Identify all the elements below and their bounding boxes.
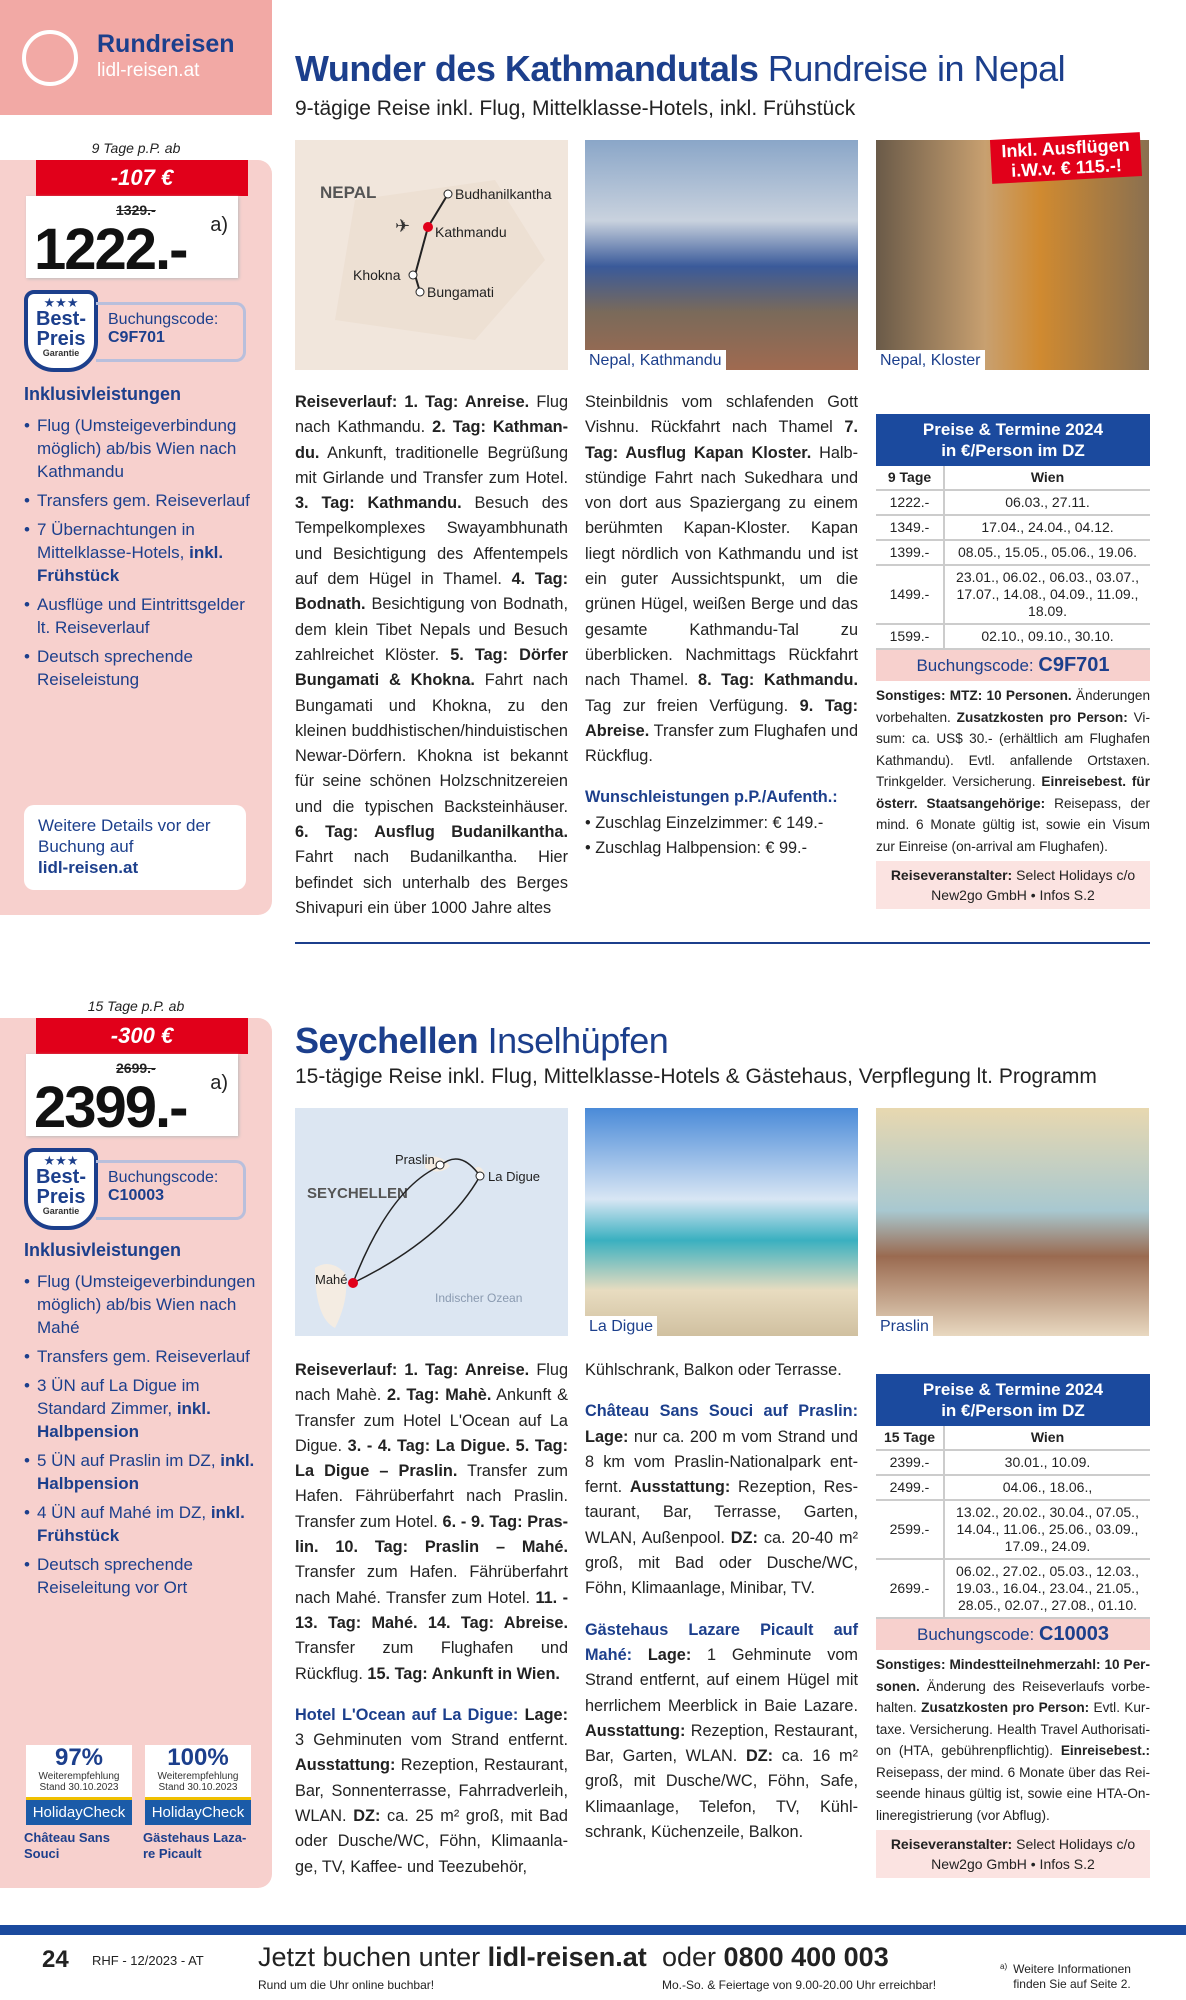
promo-badge: Inkl. Ausflügen i.W.v. € 115.-! [990,132,1142,184]
map-place: Bungamati [427,284,494,300]
text: Besichtigung von Bodnath, dem klein Tibet Nepals und Besuch zahlreichet Klöster. [295,595,568,664]
text: Transfers gem. Reiseverlauf [37,1347,250,1366]
edition: RHF - 12/2023 - AT [92,1953,204,1968]
bold-text: inkl. Frühstück [37,1503,245,1545]
badge-line: Best- [35,308,86,330]
text: Rezeption, Restaurant, Bar, Garten, WLAN. [585,1721,858,1766]
table-row [876,515,1150,540]
dates-cell: 13.02., 20.02., 30.04., 07.05., 14.04., 11.06., 25.06., 03.09., 17.09., 24.09. [944,1500,1150,1559]
paragraph [585,1399,858,1601]
footnote-mark: a) [210,1072,228,1094]
plane-icon: ✈ [395,216,411,236]
map-country: NEPAL [320,183,377,202]
inclusions-heading: Inklusivleistungen [24,384,182,404]
paragraph [295,1358,568,1687]
price-cell: 2699.- [876,1559,944,1618]
table-row [876,1450,1150,1475]
table-row [876,624,1150,649]
price-cell: 1599.- [876,624,944,649]
inclusions-heading: Inklusivleistungen [24,1240,182,1260]
best-price-badge [24,1148,98,1230]
inclusion-item [24,1345,256,1368]
table-title-line: Preise & Termine 2024 [922,420,1104,439]
text: Select Holidays c/o New2go GmbH • Infos S.2 [931,1836,1136,1872]
bold-text: Einreisebest.: [1060,1743,1150,1758]
dates-cell: 02.10., 09.10., 30.10. [944,624,1150,649]
rating-date: Stand 30.10.2023 [158,1782,238,1793]
inclusion-item [24,1374,256,1443]
cta-link[interactable]: lidl-reisen.at [487,1942,647,1972]
photo-la-digue [585,1108,858,1336]
notes [876,1650,1150,1830]
price-cell: 2499.- [876,1475,944,1500]
paragraph [295,1703,568,1880]
booking-code: C10003 [108,1187,165,1204]
text: Transfers gem. Reiseverlauf [37,491,250,510]
paragraph [585,390,858,769]
booking-code-label: Buchungscode: [916,656,1034,675]
details-text: Weitere Details vor der Buchung auf [38,816,211,856]
price: 1222.- [34,217,187,282]
phone-number[interactable]: 0800 400 003 [723,1942,889,1972]
bold-text: Ausstattung: [585,1721,686,1740]
holidaycheck-logo: HolidayCheck [145,1797,251,1825]
footnote-mark: a) [210,214,228,236]
booking-code-bar [876,1619,1150,1650]
map-place: La Digue [488,1169,541,1184]
discount-badge: -300 € [36,1018,248,1054]
bold-text: Zusatzkosten pro Person: [956,709,1128,725]
bold-text: Lage: [524,1705,568,1724]
rating-label: Weiterempfehlung [157,1771,239,1782]
title-bold: Wunder des Kathmandutals [295,48,759,89]
stars-icon: ★★★ [43,1153,79,1168]
photo-monastery [876,134,1149,370]
dates-cell: 23.01., 06.02., 06.03., 03.07., 17.07., 14.08., 04.09., 11.09., 18.09. [944,565,1150,624]
dates-cell: 06.02., 27.02., 05.03., 12.03., 19.03., 16.04., 23.04., 21.05., 28.05., 02.07., 27.08., 01.10. [944,1559,1150,1618]
dates-cell: 17.04., 24.04., 04.12. [944,515,1150,540]
offer2-price-table [876,1374,1150,1878]
bold-text: DZ: [745,1747,774,1766]
table-row [876,540,1150,565]
booking-code-label: Buchungscode: [917,1625,1035,1644]
itinerary-col-1 [295,390,568,937]
bold-text: Lage: [647,1645,692,1664]
text: Deutsch sprechende Reiseleistung [37,647,193,689]
badge-line: Garantie [42,1206,80,1216]
price-cell: 1499.- [876,565,944,624]
bold-text: 4. Tag: Bodnath. [295,570,569,614]
table-title [876,1374,1150,1426]
offer1-subtitle: 9-tägige Reise inkl. Flug, Mittelklasse-Hotels, inkl. Frühstück [295,97,856,120]
bold-text: 15. Tag: Ankunft in Wien. [367,1664,560,1683]
inclusion-item [24,489,256,512]
bold-text: MTZ: 10 Personen. [949,688,1072,703]
bold-text: Reiseveranstalter: [890,1836,1013,1852]
map-place: Khokna [353,267,401,283]
details-box [24,805,246,890]
text: Transfer zum Hafen. Fährüberfahrt nach Mahé. Transfer zum Hotel. [295,1563,568,1607]
nepal-route-map [295,140,568,370]
table-title-line: in €/Person im DZ [941,441,1085,460]
inclusion-item [24,1449,256,1495]
bold-text: 5. Tag: Dörfer Bungamati & Khokna. [295,645,568,690]
bold-text: 6. Tag: Ausflug Budanilkantha. [295,823,568,842]
text: Rezeption, Restaurant, Bar, Sonnenterrasse, Fahrradverleih, WLAN. [295,1756,568,1826]
bold-text: Hotel L'Ocean auf La Digue: [295,1705,525,1724]
table-row [876,565,1150,624]
header-cell: Wien [944,466,1150,490]
booking-code-box [96,1160,246,1220]
text: Änderung des Reiseverlaufs vorbehalten. [876,1678,1150,1715]
bold-text: 8. Tag: Kathmandu. [698,671,859,690]
offer2-subtitle: 15-tägige Reise inkl. Flug, Mittelklasse-Hotels & Gästehaus, Verpflegung lt. Programm [295,1065,1097,1088]
inclusion-item [24,1553,256,1599]
offer1-title [295,48,1065,90]
text: 5 ÜN auf Praslin im DZ, [37,1451,221,1470]
paragraph [585,785,858,861]
text: Fahrt nach Bungamati und Khokna, zu den kleinen buddhistischen/hinduistischen Newar-Dörfern. Khokna ist bekannt für seine schönen Holzschnitzereien und die typischen Backsteinhäuser. [295,671,568,816]
bold-text: 2. Tag: Kathmandu. [295,418,568,462]
title-rest: Inselhüpfen [478,1020,669,1061]
badge-line: Best- [35,1166,86,1188]
bold-text: Ausstattung: [295,1756,396,1775]
old-price: 1329.- [116,202,156,218]
bold-text: Wunschleistungen p.P./Aufenth.: [585,788,838,807]
booking-code-box [96,302,246,362]
badge-line: Preis [36,1186,86,1208]
footnote-mark: a) [1000,1962,1008,1971]
bold-text: DZ: [730,1528,758,1547]
text: Reisepass, der mind. 6 Monate über das Reiseende hinaus gültig ist, sowie eine HTA-Onlineregistrierung (vor Abflug). [876,1764,1150,1823]
cta-text: Jetzt buchen unter [258,1942,488,1972]
photo-caption: Praslin [876,1316,933,1338]
text: Tag zur freien Verfügung. [585,696,800,715]
title-rest: Rundreise in Nepal [758,48,1066,89]
inclusion-item [24,645,256,691]
price-box [26,1054,238,1140]
photo-caption: Nepal, Kathmandu [585,350,726,372]
text: ca. 16 m² groß, mit Dusche/WC, Föhn, Safe, Klimaanlage, Telefon, TV, Kühlschrank, Küchenzeile, Balkon. [585,1747,858,1842]
table-header [876,1426,1150,1450]
text: Kühlschrank, Balkon oder Terrasse. [585,1361,842,1379]
inclusions-list [24,1270,256,1605]
text: Flug (Umsteigeverbindungen möglich) ab/bis Wien nach Mahé [37,1272,256,1337]
photo-caption: Nepal, Kloster [876,350,985,372]
paragraph [585,1618,858,1846]
rating-hotel: Gästehaus Lazare Picault [143,1830,247,1861]
notes [876,681,1150,861]
bold-text: Reiseveranstalter: [890,867,1013,883]
price-cell: 1399.- [876,540,944,565]
map-place: Mahé [315,1272,348,1287]
text: Visum: ca. US$ 30.- (erhältlich am Flughafen Kathmandu). Evtl. anfallende Ortstaxen. Trinkgelder. Versicherung. [876,709,1150,789]
footnote: Weitere Informationen finden Sie auf Seite 2. [1013,1962,1131,1991]
text: Halbstündige Fahrt nach Sukedhara und von dort aus Spaziergang zu einem berühmten Kapan-Kloster. Kapan liegt nördlich von Kathmandu und ist ein guter Aussichtspunkt, um die grünen Hügel, weißen Berge und das gesamte Kathmandu-Tal zu überblicken. Nachmittags Rückfahrt nach Thamel. [585,443,858,690]
text: 3 ÜN auf La Digue im Standard Zimmer, [37,1376,200,1418]
bold-text: Reiseverlauf: 1. Tag: Anreise. [295,1361,530,1379]
text: Evtl. Kurtaxe. Versicherung. Health Travel Authorisation (HTA, gebührenpflichtig). [876,1700,1150,1758]
table-title-line: Preise & Termine 2024 [922,1380,1104,1399]
stars-icon: ★★★ [43,295,79,310]
best-price-badge [24,290,98,372]
globe-icon [22,30,78,86]
header-cell: 9 Tage [876,466,944,490]
rating-percent: 97% [54,1744,104,1771]
category-title: Rundreisen [97,30,235,58]
dates-cell: 04.06., 18.06., [944,1475,1150,1500]
footer-bar [0,1925,1186,1935]
bold-text: Lage: [585,1427,629,1446]
table-header [876,466,1150,490]
itinerary-col-2 [585,1358,858,1861]
map-place: Budhanilkantha [455,186,552,202]
paragraph [585,1358,858,1383]
bold-text: Reiseverlauf: 1. Tag: Anreise. [295,393,530,411]
text: Besuch des Tempelkomplexes Swayambhunath und Besichtigung des Affentempels auf dem Hügel in Thamel. [295,494,568,589]
bold-text: Sonstiges: [876,688,950,703]
text: Rezeption, Restaurant, Bar, Terrasse, Garten, WLAN, Außenpool. [585,1478,858,1547]
price-cell: 2399.- [876,1450,944,1475]
bold-text: Zusatzkosten pro Person: [921,1700,1090,1715]
booking-code-bar [876,650,1150,681]
bold-text: 7. Tag: Ausflug Kapan Kloster. [585,418,858,462]
inclusion-item [24,593,256,639]
text: Ankunft & Transfer zum Hotel L'Ocean auf La Digue. [295,1386,568,1455]
rating-label: Weiterempfehlung [38,1771,120,1782]
phone-hours: Mo.-So. & Feiertage von 9.00-20.00 Uhr erreichbar! [662,1978,937,1992]
text: Flug (Umsteigeverbindung möglich) ab/bis Wien nach Kathmandu [37,416,237,481]
text: ca. 25 m² groß, mit Bad oder Dusche/WC, Föhn, Klimaanlage, TV, Kaffee- und Teezubehör, [295,1807,568,1876]
badge-line: Garantie [42,348,80,358]
bold-text: 6. - 9. Tag: Praslin. 10. Tag: Praslin – Mahé. [295,1512,568,1557]
page-number: 24 [42,1946,69,1973]
itinerary-col-1 [295,1358,568,1896]
price-table [876,466,1150,650]
text: Ausflüge und Eintrittsgelder lt. Reiseverlauf [37,595,245,637]
paragraph [295,390,568,921]
bold-text: Château Sans Souci auf Praslin: [585,1402,858,1421]
bold-text: 11. - 13. Tag: Mahé. 14. Tag: Abreise. [295,1588,568,1632]
organizer [876,1830,1150,1878]
price-table [876,1426,1150,1619]
offer1-price-table [876,414,1150,909]
price-cell: 1349.- [876,515,944,540]
inclusion-item [24,414,256,483]
cta [258,1942,647,1973]
bold-text: Sonstiges: [876,1657,950,1672]
bold-text: 3. - 4. Tag: La Digue. 5. Tag: La Digue – Praslin. [295,1436,568,1481]
booking-code: C9F701 [1038,654,1110,676]
bold-text: Mindestteilnehmerzahl: 10 Personen. [876,1657,1151,1694]
dates-cell: 08.05., 15.05., 05.06., 19.06. [944,540,1150,565]
photo-kathmandu [585,140,858,370]
text: ca. 20-40 m² groß, mit Bad oder Dusche/WC, Föhn, Klimaanlage, Minibar, TV. [585,1528,858,1598]
price-cell: 2599.- [876,1500,944,1559]
text: 7 Übernachtungen in Mittelklasse-Hotels, [37,520,195,562]
text: Transfer zum Flughafen und Rückflug. [585,721,858,766]
table-row [876,1475,1150,1500]
map-place: Kathmandu [435,224,507,240]
table-title-line: in €/Person im DZ [941,1401,1085,1420]
bold-text: 2. Tag: Mahè. [387,1386,492,1405]
dates-cell: 06.03., 27.11. [944,490,1150,515]
cta-sub: Rund um die Uhr online buchbar! [258,1978,435,1992]
duration-label: 9 Tage p.P. ab [91,140,181,156]
text: Flug nach Kathmandu. [295,393,568,437]
inclusion-item [24,1270,256,1339]
bold-text: inkl. Halbpension [37,1451,255,1493]
rating-hotel: Château Sans Souci [24,1830,110,1861]
booking-code-label: Buchungscode: [108,1169,219,1186]
bold-text: 9. Tag: Abreise. [585,696,858,740]
booking-code-label: Buchungscode: [108,311,219,328]
table-row [876,490,1150,515]
badge-line: Preis [36,328,86,350]
or-text: oder [662,1942,724,1972]
bold-text: Gästehaus Lazare Picault auf Mahé: [585,1620,858,1664]
holidaycheck-logo: HolidayCheck [26,1797,132,1825]
itinerary-col-2 [585,390,858,877]
map-country: SEYCHELLEN [307,1185,408,1202]
seychelles-route-map [295,1108,568,1336]
price: 2399.- [34,1075,187,1140]
photo-caption: La Digue [585,1316,657,1338]
text: nur ca. 200 m vom Strand und 8 km vom Praslin-Nationalpark entfernt. [585,1427,858,1497]
discount-badge: -107 € [36,160,248,196]
bold-text: DZ: [353,1807,381,1826]
map-ocean: Indischer Ozean [435,1291,523,1305]
text: 4 ÜN auf Mahé im DZ, [37,1503,211,1522]
bold-text: Ausstattung: [629,1478,731,1497]
text: Deutsch sprechende Reiseleitung vor Ort [37,1555,193,1597]
text: 3 Gehminuten vom Strand entfernt. [295,1731,568,1750]
table-row [876,1559,1150,1618]
price-cell: 1222.- [876,490,944,515]
text: Reisepass, der mind. 6 Monate gültig ist, sowie ein Visum zur Einreise (on-arrival am Flughafen). [876,795,1150,854]
header-cell: Wien [944,1426,1150,1450]
booking-code: C10003 [1038,1623,1109,1645]
text: Transfer zum Hafen. Fährüberfahrt nach Praslin. Transfer zum Hotel. [295,1462,568,1531]
duration-label: 15 Tage p.P. ab [87,998,185,1014]
text: Steinbildnis vom schlafenden Gott Vishnu. Rückfahrt nach Thamel [585,393,858,437]
rating-percent: 100% [167,1744,229,1771]
text: Flug nach Mahè. [295,1361,568,1405]
details-link[interactable]: lidl-reisen.at [38,858,139,877]
booking-code: C9F701 [108,329,165,346]
holidaycheck-rating [26,1745,132,1825]
table-title [876,414,1150,466]
inclusion-item [24,1501,256,1547]
holidaycheck-rating [145,1745,251,1825]
text: • Zuschlag Einzelzimmer: € 149.- • Zuschlag Halbpension: € 99.- [585,813,824,858]
bold-text: Einreisebest. für österr. Staatsangehörige: [876,774,1150,811]
bold-text: 3. Tag: Kathmandu. [295,494,462,513]
phone-cta [662,1942,889,1973]
category-url[interactable]: lidl-reisen.at [97,60,200,81]
section-divider [295,942,1150,944]
rating-date: Stand 30.10.2023 [39,1782,119,1793]
offer2-title [295,1020,668,1062]
text: Transfer zum Flughafen und Rückflug. [295,1639,568,1683]
price-box [26,196,238,282]
header-cell: 15 Tage [876,1426,944,1450]
table-row [876,1500,1150,1559]
text: Ankunft, traditionelle Begrüßung mit Girlande und Transfer zum Hotel. [295,443,568,487]
bold-text: inkl. Frühstück [37,543,224,585]
old-price: 2699.- [116,1060,156,1076]
text: Fahrt nach Budanilkantha. Hier befindet sich unterhalb des Berges Shivapuri ein über 1000 Jahre altes [295,848,568,917]
title-bold: Seychellen [295,1020,479,1061]
inclusions-list [24,414,256,697]
map-place: Praslin [395,1152,435,1167]
photo-praslin [876,1108,1149,1336]
dates-cell: 30.01., 10.09. [944,1450,1150,1475]
text: 1 Gehminute vom Strand entfernt, auf einem Hügel mit herrlichem Meerblick in Baie Lazare. [585,1645,858,1715]
organizer [876,861,1150,909]
text: Select Holidays c/o New2go GmbH • Infos S.2 [931,867,1136,903]
inclusion-item [24,518,256,587]
bold-text: inkl. Halbpension [37,1399,211,1441]
text: Änderungen vorbehalten. [876,688,1151,725]
